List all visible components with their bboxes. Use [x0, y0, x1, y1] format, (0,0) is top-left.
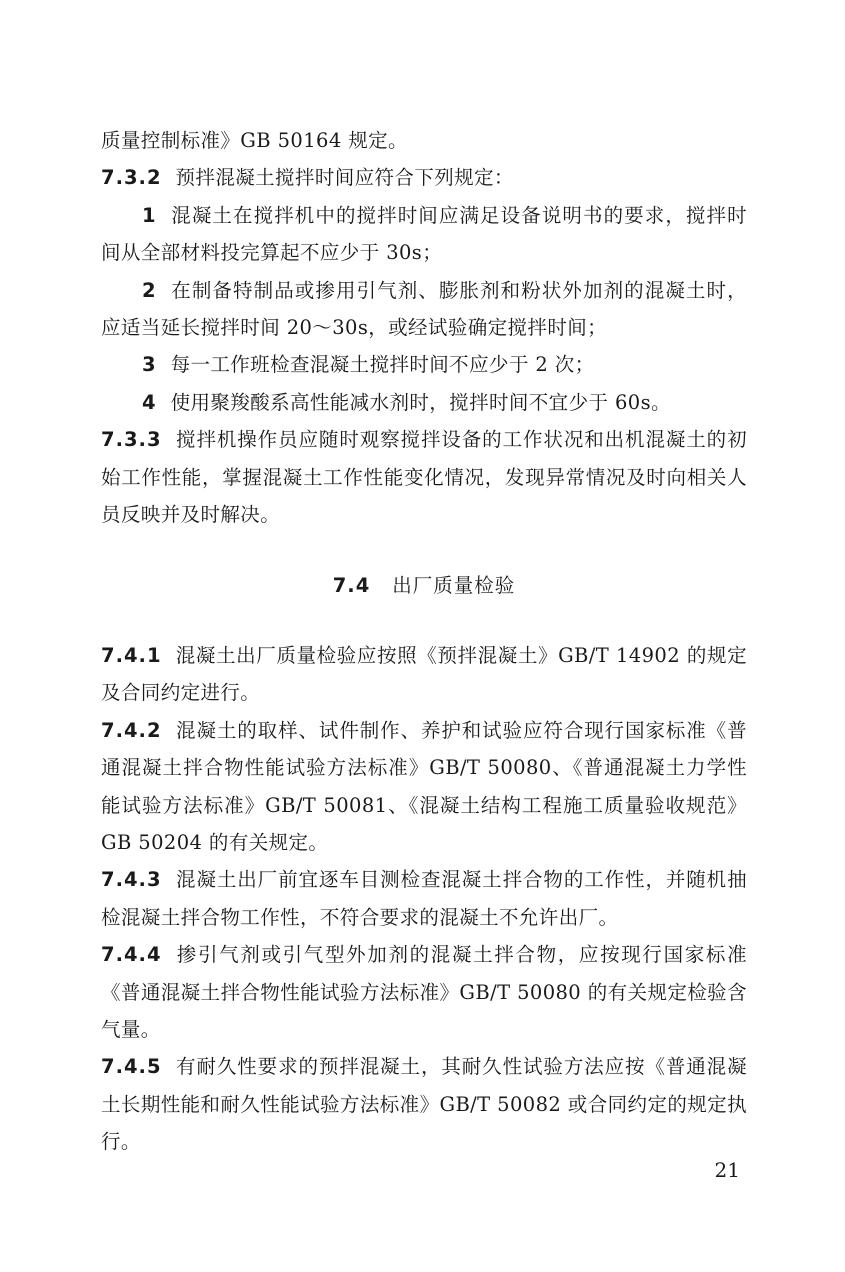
clause-text: 预拌混凝土搅拌时间应符合下列规定： — [175, 166, 514, 190]
clause-number: 7.4.2 — [101, 718, 162, 742]
list-item-2 — [101, 272, 747, 347]
section-title: 出厂质量检验 — [392, 574, 516, 598]
section-number: 7.4 — [332, 574, 371, 598]
clause-number: 7.3.3 — [101, 428, 162, 452]
item-text: 在制备特制品或掺用引气剂、膨胀剂和粉状外加剂的混凝土时，应适当延长搅拌时间 20～30s，或经试验确定搅拌时间； — [101, 278, 747, 340]
clause-text: 混凝土出厂前宜逐车目测检查混凝土拌合物的工作性，并随机抽检混凝土拌合物工作性，不符合要求的混凝土不允许出厂。 — [101, 868, 747, 929]
list-item-3 — [101, 346, 747, 383]
clause-text: 掺引气剂或引气型外加剂的混凝土拌合物，应按现行国家标准《普通混凝土拌合物性能试验方法标准》GB/T 50080 的有关规定检验含气量。 — [101, 943, 747, 1041]
clause-text: 混凝土的取样、试件制作、养护和试验应符合现行国家标准《普通混凝土拌合物性能试验方法标准》GB/T 50080、《普通混凝土力学性能试验方法标准》GB/T 50081、《混凝土结构工程施工质量验收规范》GB 50204 的有关规定。 — [101, 718, 747, 854]
item-text: 使用聚羧酸系高性能减水剂时，搅拌时间不宜少于 60s。 — [170, 390, 671, 414]
clause-number: 7.4.4 — [101, 943, 162, 967]
paragraph-text: 质量控制标准》GB 50164 规定。 — [101, 129, 408, 152]
clause-7-4-3 — [101, 861, 747, 936]
clause-number: 7.3.2 — [101, 166, 162, 190]
item-number: 3 — [142, 353, 157, 377]
clause-text: 混凝土出厂质量检验应按照《预拌混凝土》GB/T 14902 的规定及合同约定进行。 — [101, 643, 747, 705]
section-heading — [101, 567, 747, 604]
clause-7-3-3 — [101, 421, 747, 533]
paragraph-continuation — [101, 122, 747, 159]
item-number: 1 — [142, 203, 157, 227]
item-text: 混凝土在搅拌机中的搅拌时间应满足设备说明书的要求，搅拌时间从全部材料投完算起不应少于 30s； — [101, 203, 747, 265]
page-body — [101, 122, 747, 1161]
clause-7-4-1 — [101, 637, 747, 712]
list-item-4 — [101, 384, 747, 421]
clause-number: 7.4.5 — [101, 1055, 162, 1079]
item-text: 每一工作班检查混凝土搅拌时间不应少于 2 次； — [170, 353, 595, 377]
clause-7-4-4 — [101, 936, 747, 1048]
page-number: 21 — [714, 1158, 740, 1182]
list-item-1 — [101, 197, 747, 272]
clause-7-3-2 — [101, 159, 747, 196]
clause-7-4-2 — [101, 712, 747, 862]
clause-number: 7.4.1 — [101, 643, 162, 667]
clause-text: 搅拌机操作员应随时观察搅拌设备的工作状况和出机混凝土的初始工作性能，掌握混凝土工作性能变化情况，发现异常情况及时向相关人员反映并及时解决。 — [101, 428, 747, 527]
clause-text: 有耐久性要求的预拌混凝土，其耐久性试验方法应按《普通混凝土长期性能和耐久性能试验方法标准》GB/T 50082 或合同约定的规定执行。 — [101, 1055, 747, 1154]
item-number: 4 — [142, 390, 157, 414]
item-number: 2 — [142, 278, 157, 302]
clause-number: 7.4.3 — [101, 868, 162, 892]
clause-7-4-5 — [101, 1048, 747, 1160]
